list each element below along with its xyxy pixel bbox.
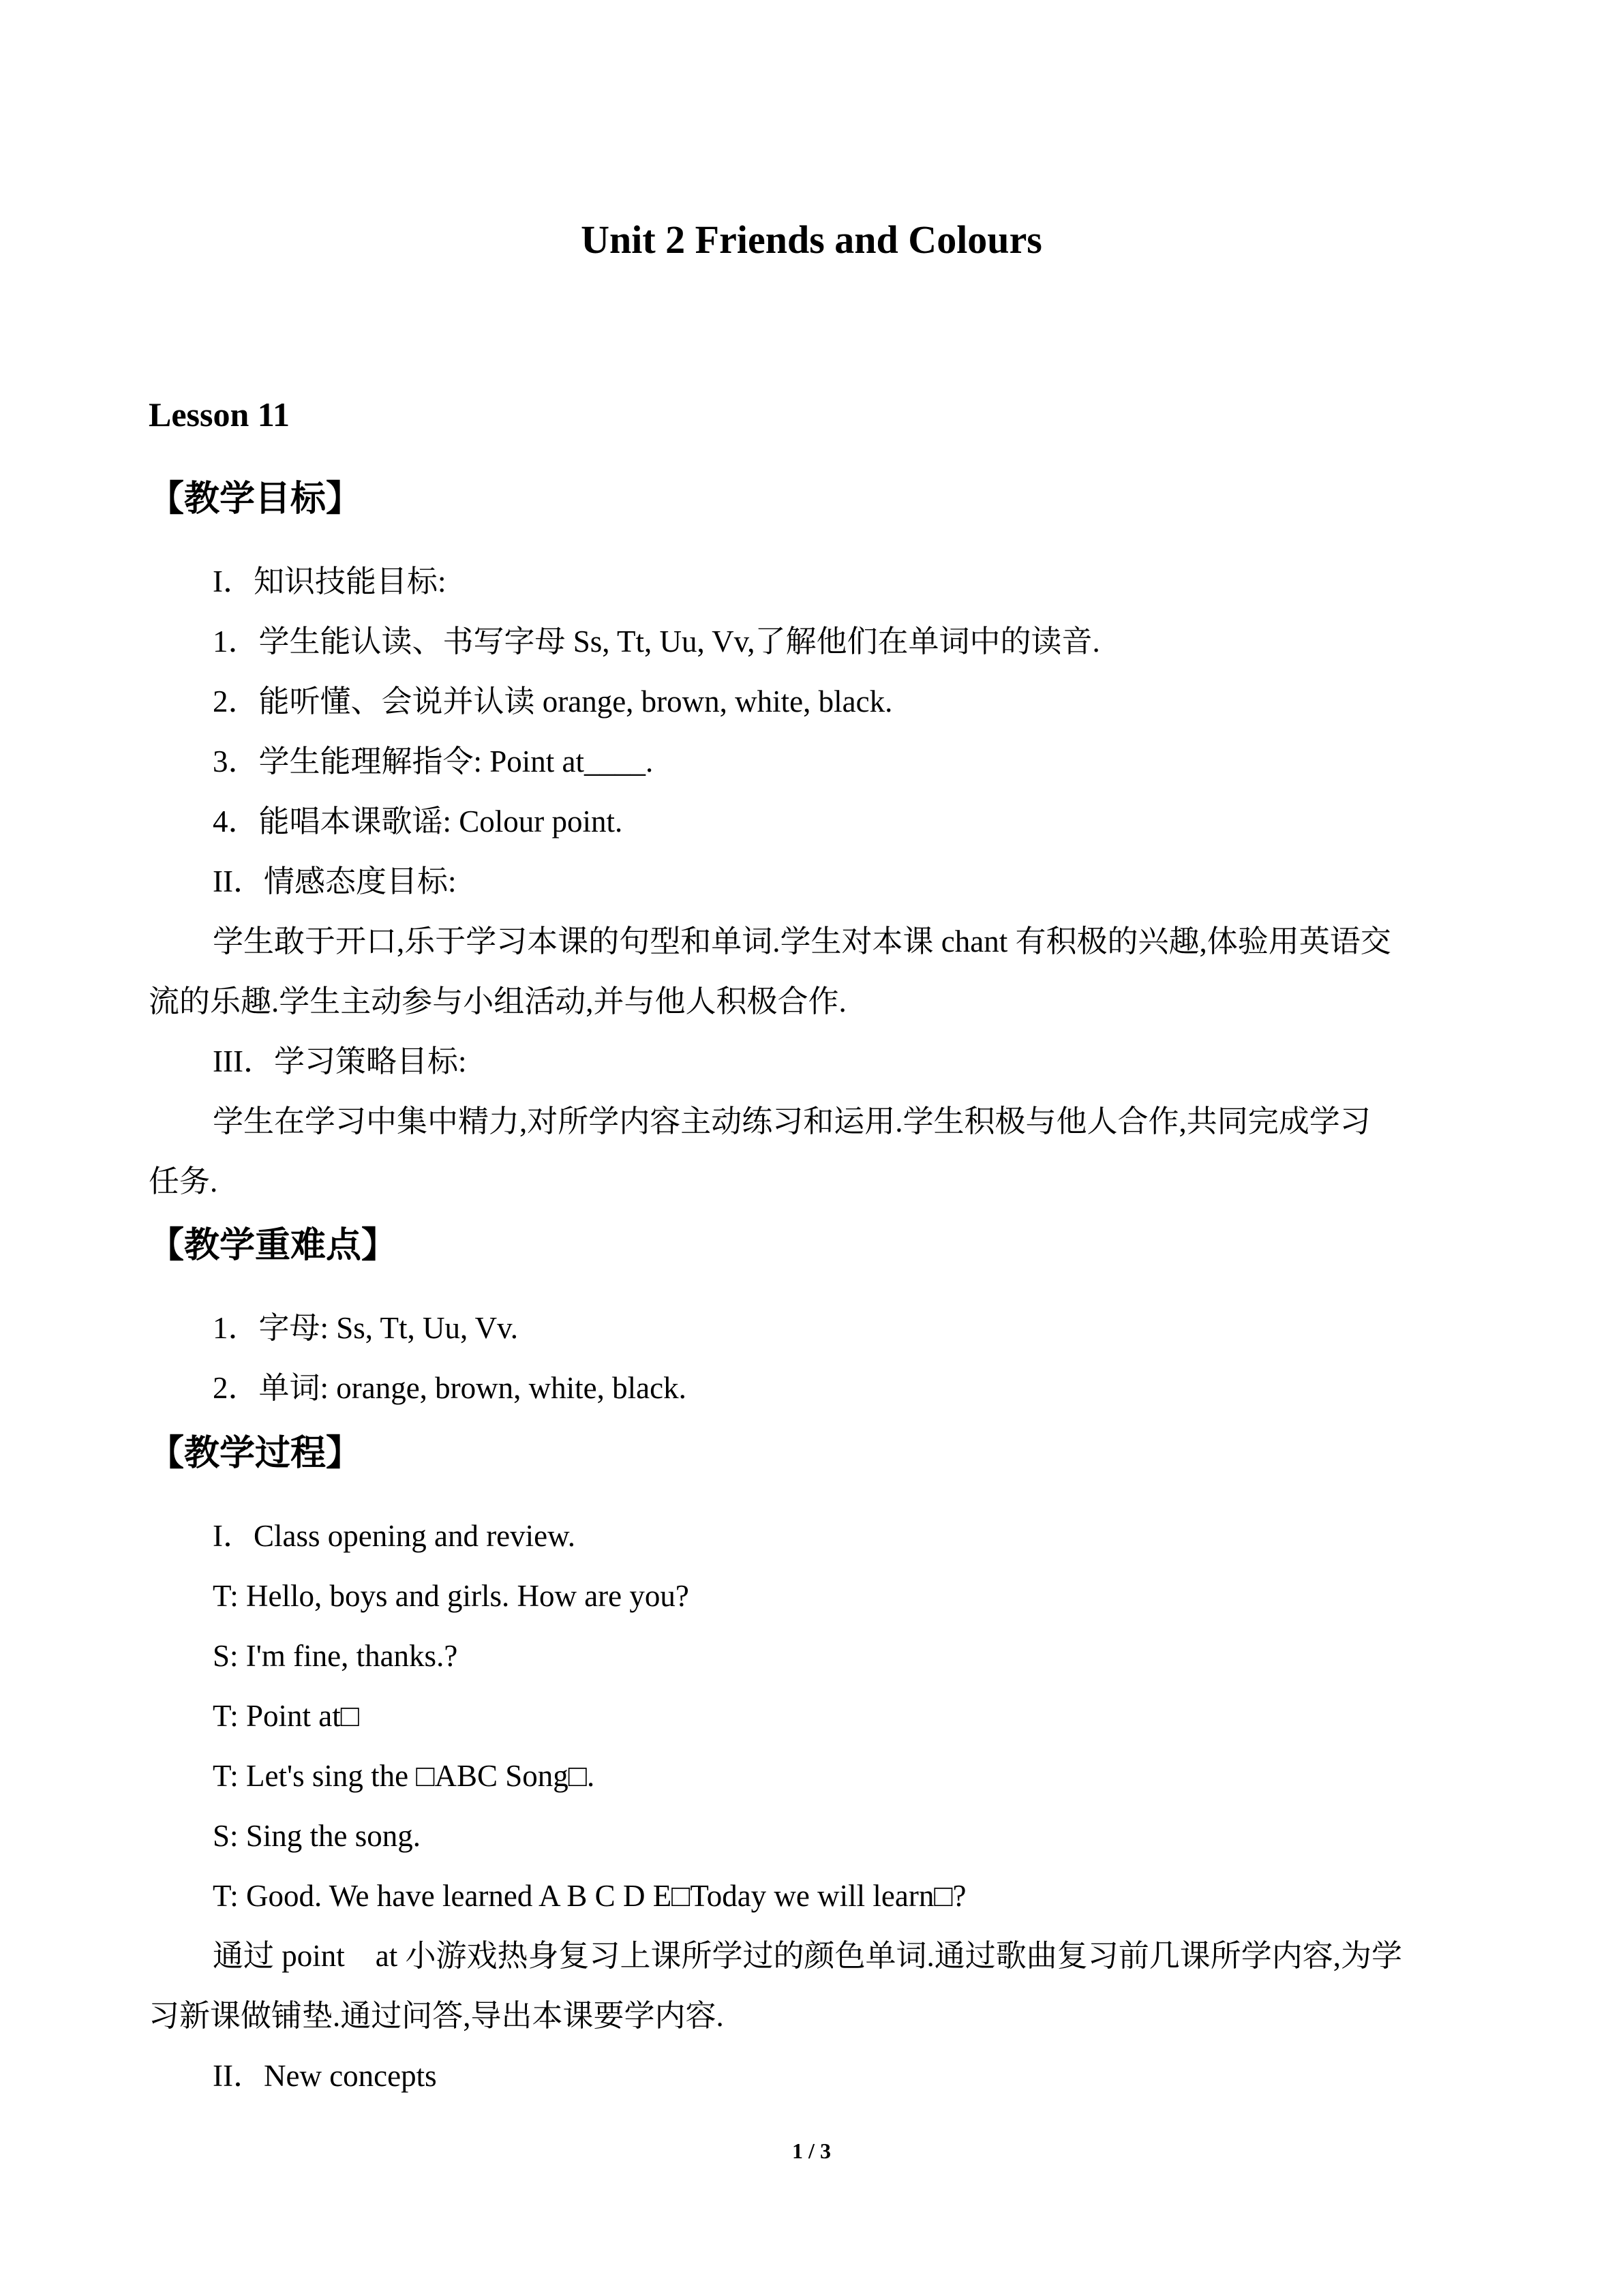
document-title: Unit 2 Friends and Colours — [581, 217, 1042, 262]
process-line: T: Hello, boys and girls. How are you? — [213, 1579, 689, 1613]
section-heading-goals: 【教学目标】 — [149, 480, 362, 519]
process-line: T: Point at□ — [213, 1699, 359, 1733]
key-points-line: 1．字母: Ss, Tt, Uu, Vv. — [213, 1311, 518, 1345]
goals-paragraph-line: 流的乐趣.学生主动参与小组活动,并与他人积极合作. — [149, 984, 847, 1018]
goals-paragraph-line: 学生敢于开口,乐于学习本课的句型和单词.学生对本课 chant 有积极的兴趣,体验用英语交 — [213, 924, 1391, 958]
goals-line: 3．学生能理解指令: Point at____. — [213, 744, 654, 779]
goals-line: II．情感态度目标: — [213, 864, 457, 898]
process-line: S: I'm fine, thanks.? — [213, 1639, 458, 1673]
goals-line: I．知识技能目标: — [213, 564, 446, 599]
process-line: T: Let's sing the □ABC Song□. — [213, 1759, 595, 1793]
process-line: S: Sing the song. — [213, 1819, 421, 1853]
section-heading-key-points: 【教学重难点】 — [149, 1226, 397, 1265]
key-points-line: 2．单词: orange, brown, white, black. — [213, 1371, 686, 1405]
lesson-title: Lesson 11 — [149, 395, 290, 434]
goals-line: 2．能听懂、会说并认读 orange, brown, white, black. — [213, 684, 893, 719]
section-heading-process: 【教学过程】 — [149, 1434, 362, 1473]
process-line: II．New concepts — [213, 2059, 437, 2093]
process-paragraph-line: 通过 point at 小游戏热身复习上课所学过的颜色单词.通过歌曲复习前几课所学内容,为学 — [213, 1939, 1402, 1973]
page-number: 1 / 3 — [792, 2139, 831, 2163]
process-line: T: Good. We have learned A B C D E□Today we will learn□? — [213, 1879, 967, 1913]
goals-line: 1．学生能认读、书写字母 Ss, Tt, Uu, Vv,了解他们在单词中的读音. — [213, 624, 1100, 659]
process-paragraph-line: 习新课做铺垫.通过问答,导出本课要学内容. — [149, 1999, 724, 2033]
goals-paragraph-line: 任务. — [149, 1164, 218, 1198]
goals-paragraph-line: 学生在学习中集中精力,对所学内容主动练习和运用.学生积极与他人合作,共同完成学习 — [213, 1104, 1371, 1138]
goals-line: 4．能唱本课歌谣: Colour point. — [213, 804, 623, 839]
goals-line: III．学习策略目标: — [213, 1044, 467, 1078]
process-line: I．Class opening and review. — [213, 1519, 575, 1553]
